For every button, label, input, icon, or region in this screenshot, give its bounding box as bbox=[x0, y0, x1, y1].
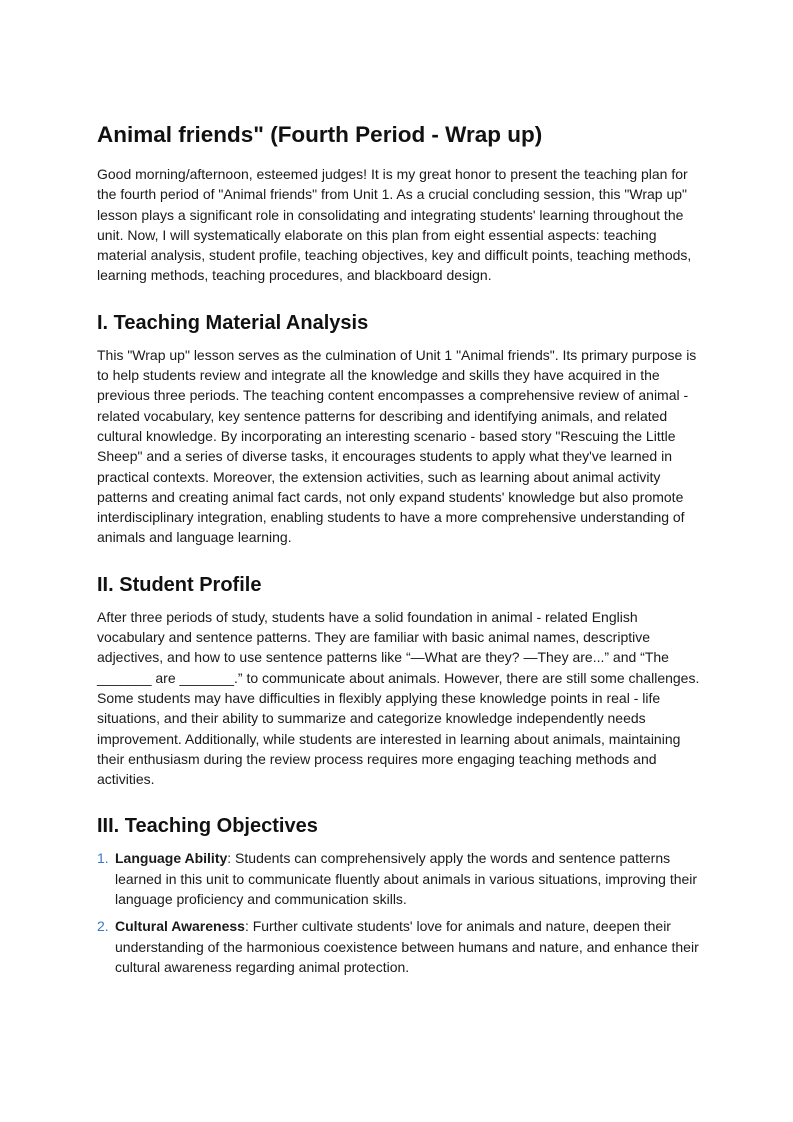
intro-paragraph: Good morning/afternoon, esteemed judges! It is my great honor to present the teaching plan for the fourth period of "Animal friends" from Unit 1. As a crucial concluding session, this "Wrap up" lesson plays a significant role in consolidating and integrating students' learning throughout the unit. Now, I will systematically elaborate on this plan from eight essential aspects: teaching material analysis, student profile, teaching objectives, key and difficult points, teaching methods, learning methods, teaching procedures, and blackboard design. bbox=[97, 166, 692, 284]
objectives-list bbox=[97, 848, 701, 977]
list-item bbox=[97, 848, 701, 909]
objective-text: : Further cultivate students' love for animals and nature, deepen their understanding of the harmonious coexistence between humans and nature, and enhance their cultural awareness regarding animal protection. bbox=[115, 918, 699, 975]
list-number: 2. bbox=[97, 918, 109, 935]
objective-term: Cultural Awareness bbox=[115, 918, 245, 935]
section-body: After three periods of study, students have a solid foundation in animal - related English vocabulary and sentence patterns. They are familiar with basic animal names, descriptive adjectives, and how to use sentence patterns like “—What are they? —They are...” and “The _______ are _______.” to communicate about animals. However, there are still some challenges. Some students may have difficulties in flexibly applying these knowledge points in real - life situations, and their ability to summarize and categorize knowledge independently needs improvement. Additionally, while students are interested in learning about animals, maintaining their enthusiasm during the review process requires more engaging teaching methods and activities. bbox=[97, 608, 700, 788]
section-heading: III. Teaching Objectives bbox=[97, 815, 318, 838]
section-teaching-objectives bbox=[97, 811, 701, 977]
section-heading: I. Teaching Material Analysis bbox=[97, 311, 369, 334]
section-body: This "Wrap up" lesson serves as the culmination of Unit 1 "Animal friends". Its primary purpose is to help students review and integrate all the knowledge and skills they have acquired in the previous three periods. The teaching content encompasses a comprehensive review of animal - related vocabulary, key sentence patterns for describing and identifying animals, and related cultural knowledge. By incorporating an interesting scenario - based story "Rescuing the Little Sheep" and a series of diverse tasks, it encourages students to apply what they've learned in practical contexts. Moreover, the extension activities, such as learning about animal activity patterns and creating animal fact cards, not only expand students' knowledge but also promote interdisciplinary integration, enabling students to have a more comprehensive understanding of animals and language learning. bbox=[97, 346, 697, 546]
objective-text: : Students can comprehensively apply the words and sentence patterns learned in this unit to communicate fluently about animals in various situations, improving their language proficiency and communication skills. bbox=[115, 850, 698, 908]
section-student-profile bbox=[97, 570, 701, 790]
section-heading: II. Student Profile bbox=[97, 573, 262, 596]
objective-term: Language Ability bbox=[115, 850, 228, 867]
document-page bbox=[97, 118, 701, 984]
section-teaching-material-analysis bbox=[97, 308, 701, 548]
list-number: 1. bbox=[97, 850, 109, 867]
document-title: Animal friends" (Fourth Period - Wrap up) bbox=[97, 122, 543, 147]
list-item bbox=[97, 916, 701, 977]
